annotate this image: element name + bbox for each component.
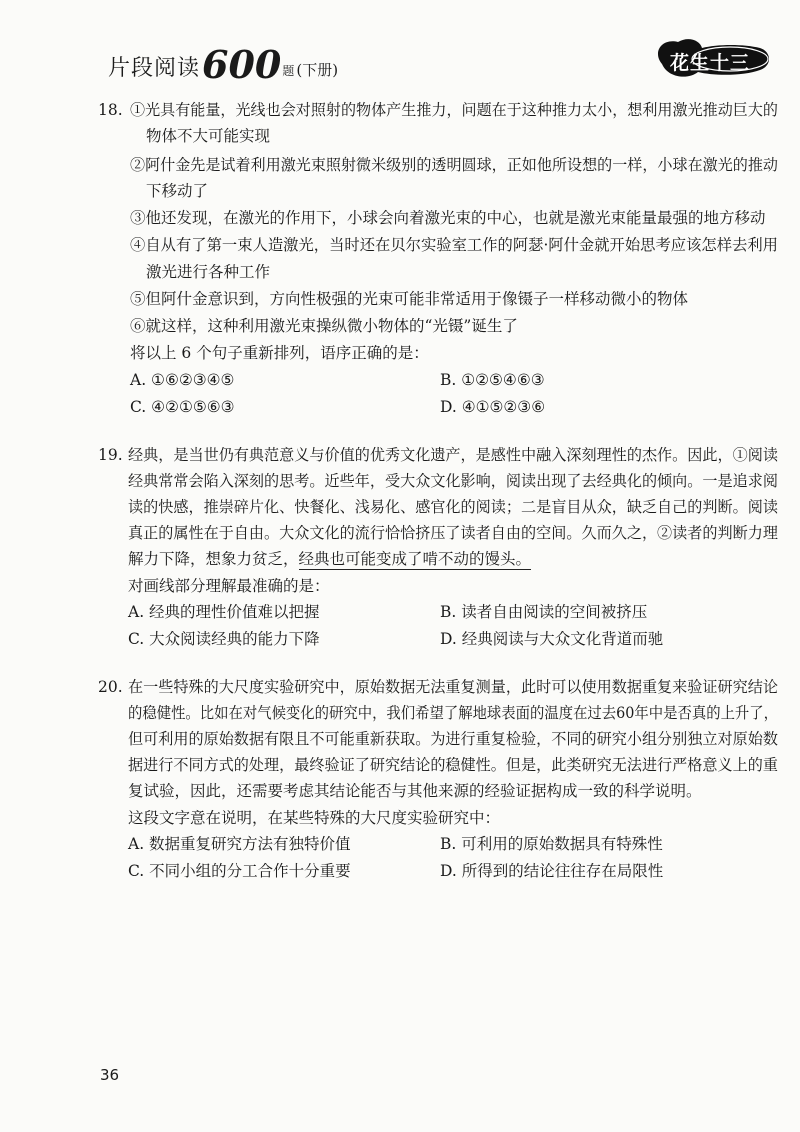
sentence-2-line-2: 下移动了 [146,182,209,200]
option-a: A. 数据重复研究方法有独特价值 [128,835,351,853]
question-number: 18. [98,101,123,119]
passage-line-2: 的稳健性。比如在对气候变化的研究中，我们希望了解地球表面的温度在过去60年中是否真的上升了， [128,704,778,722]
sentence-1-line-1: ①光具有能量，光线也会对照射的物体产生推力，问题在于这种推力太小，想利用激光推动巨大的 [130,101,778,119]
option-d: D. 所得到的结论往往存在局限性 [440,862,664,880]
book-title-number: 600 [202,42,282,87]
question-prompt: 这段文字意在说明，在某些特殊的大尺度实验研究中： [128,809,501,827]
question-prompt: 对画线部分理解最准确的是： [128,577,330,595]
sentence-5: ⑤但阿什金意识到，方向性极强的光束可能非常适用于像镊子一样移动微小的物体 [130,290,689,308]
logo-text: 花生十三 [670,52,751,74]
sentence-4-line-1: ④自从有了第一束人造激光，当时还在贝尔实验室工作的阿瑟·阿什金就开始思考应该怎样去利用 [130,236,778,254]
option-b: B. 读者自由阅读的空间被挤压 [440,603,648,621]
sentence-4-line-2: 激光进行各种工作 [146,263,271,281]
publisher-logo [648,34,774,82]
option-d: D. 经典阅读与大众文化背道而驰 [440,630,664,648]
passage-line-5 [128,547,531,571]
sentence-1-line-2: 物体不大可能实现 [146,127,271,145]
option-b: B. 可利用的原始数据具有特殊性 [440,835,663,853]
book-title [108,42,339,87]
passage-line-1: 在一些特殊的大尺度实验研究中，原始数据无法重复测量，此时可以使用数据重复来验证研究结论 [128,678,778,696]
book-title-text: 片段阅读 [108,56,201,81]
option-a: A. ①⑥②③④⑤ [130,371,235,389]
book-volume: (下册) [296,61,339,79]
passage-line-5: 复试验，因此，还需要考虑其结论能否与其他来源的经验证据构成一致的科学说明。 [128,782,702,800]
option-b: B. ①②⑤④⑥③ [440,371,545,389]
option-c: C. 大众阅读经典的能力下降 [128,630,320,648]
passage-line-4: 据进行不同方式的处理，最终验证了研究结论的稳健性。但是，此类研究无法进行严格意义上的重 [128,756,778,774]
question-18 [98,98,778,428]
passage-line-3: 读的快感，推崇碎片化、快餐化、浅易化、感官化的阅读；二是盲目从众，缺乏自己的判断。阅读 [128,498,778,516]
passage-line-4: 真正的属性在于自由。大众文化的流行恰恰挤压了读者自由的空间。久而久之，②读者的判断力理 [128,524,778,542]
passage-line-5-text: 解力下降，想象力贫乏， [128,550,299,568]
sentence-6: ⑥就这样，这种利用激光束操纵微小物体的“光镊”诞生了 [130,317,518,335]
sentence-3: ③他还发现，在激光的作用下，小球会向着激光束的中心，也就是激光束能量最强的地方移动 [130,209,766,227]
question-20 [98,675,778,890]
sentence-2-line-1: ②阿什金先是试着利用激光束照射微米级别的透明圆球，正如他所设想的一样，小球在激光的推动 [130,156,778,174]
option-c: C. ④②①⑤⑥③ [130,398,235,416]
question-number: 20. [98,678,123,696]
page-header [0,0,800,95]
passage-line-3: 但可利用的原始数据有限且不可能重新获取。为进行重复检验，不同的研究小组分别独立对原始数 [128,730,778,748]
passage-line-2: 经典常常会陷入深刻的思考。近些年，受大众文化影响，阅读出现了去经典化的倾向。一是追求阅 [128,472,778,490]
passage-line-1: 经典，是当世仍有典范意义与价值的优秀文化遗产，是感性中融入深刻理性的杰作。因此，①阅读 [128,446,778,464]
option-c: C. 不同小组的分工合作十分重要 [128,862,351,880]
question-19 [98,443,778,653]
question-prompt: 将以上 6 个句子重新排列，语序正确的是： [130,344,429,362]
underlined-phrase: 经典也可能变成了啃不动的馒头。 [298,550,532,568]
option-a: A. 经典的理性价值难以把握 [128,603,320,621]
option-d: D. ④①⑤②③⑥ [440,398,546,416]
page-number: 36 [100,1066,120,1084]
book-title-ti: 题 [282,64,295,78]
question-number: 19. [98,446,123,464]
